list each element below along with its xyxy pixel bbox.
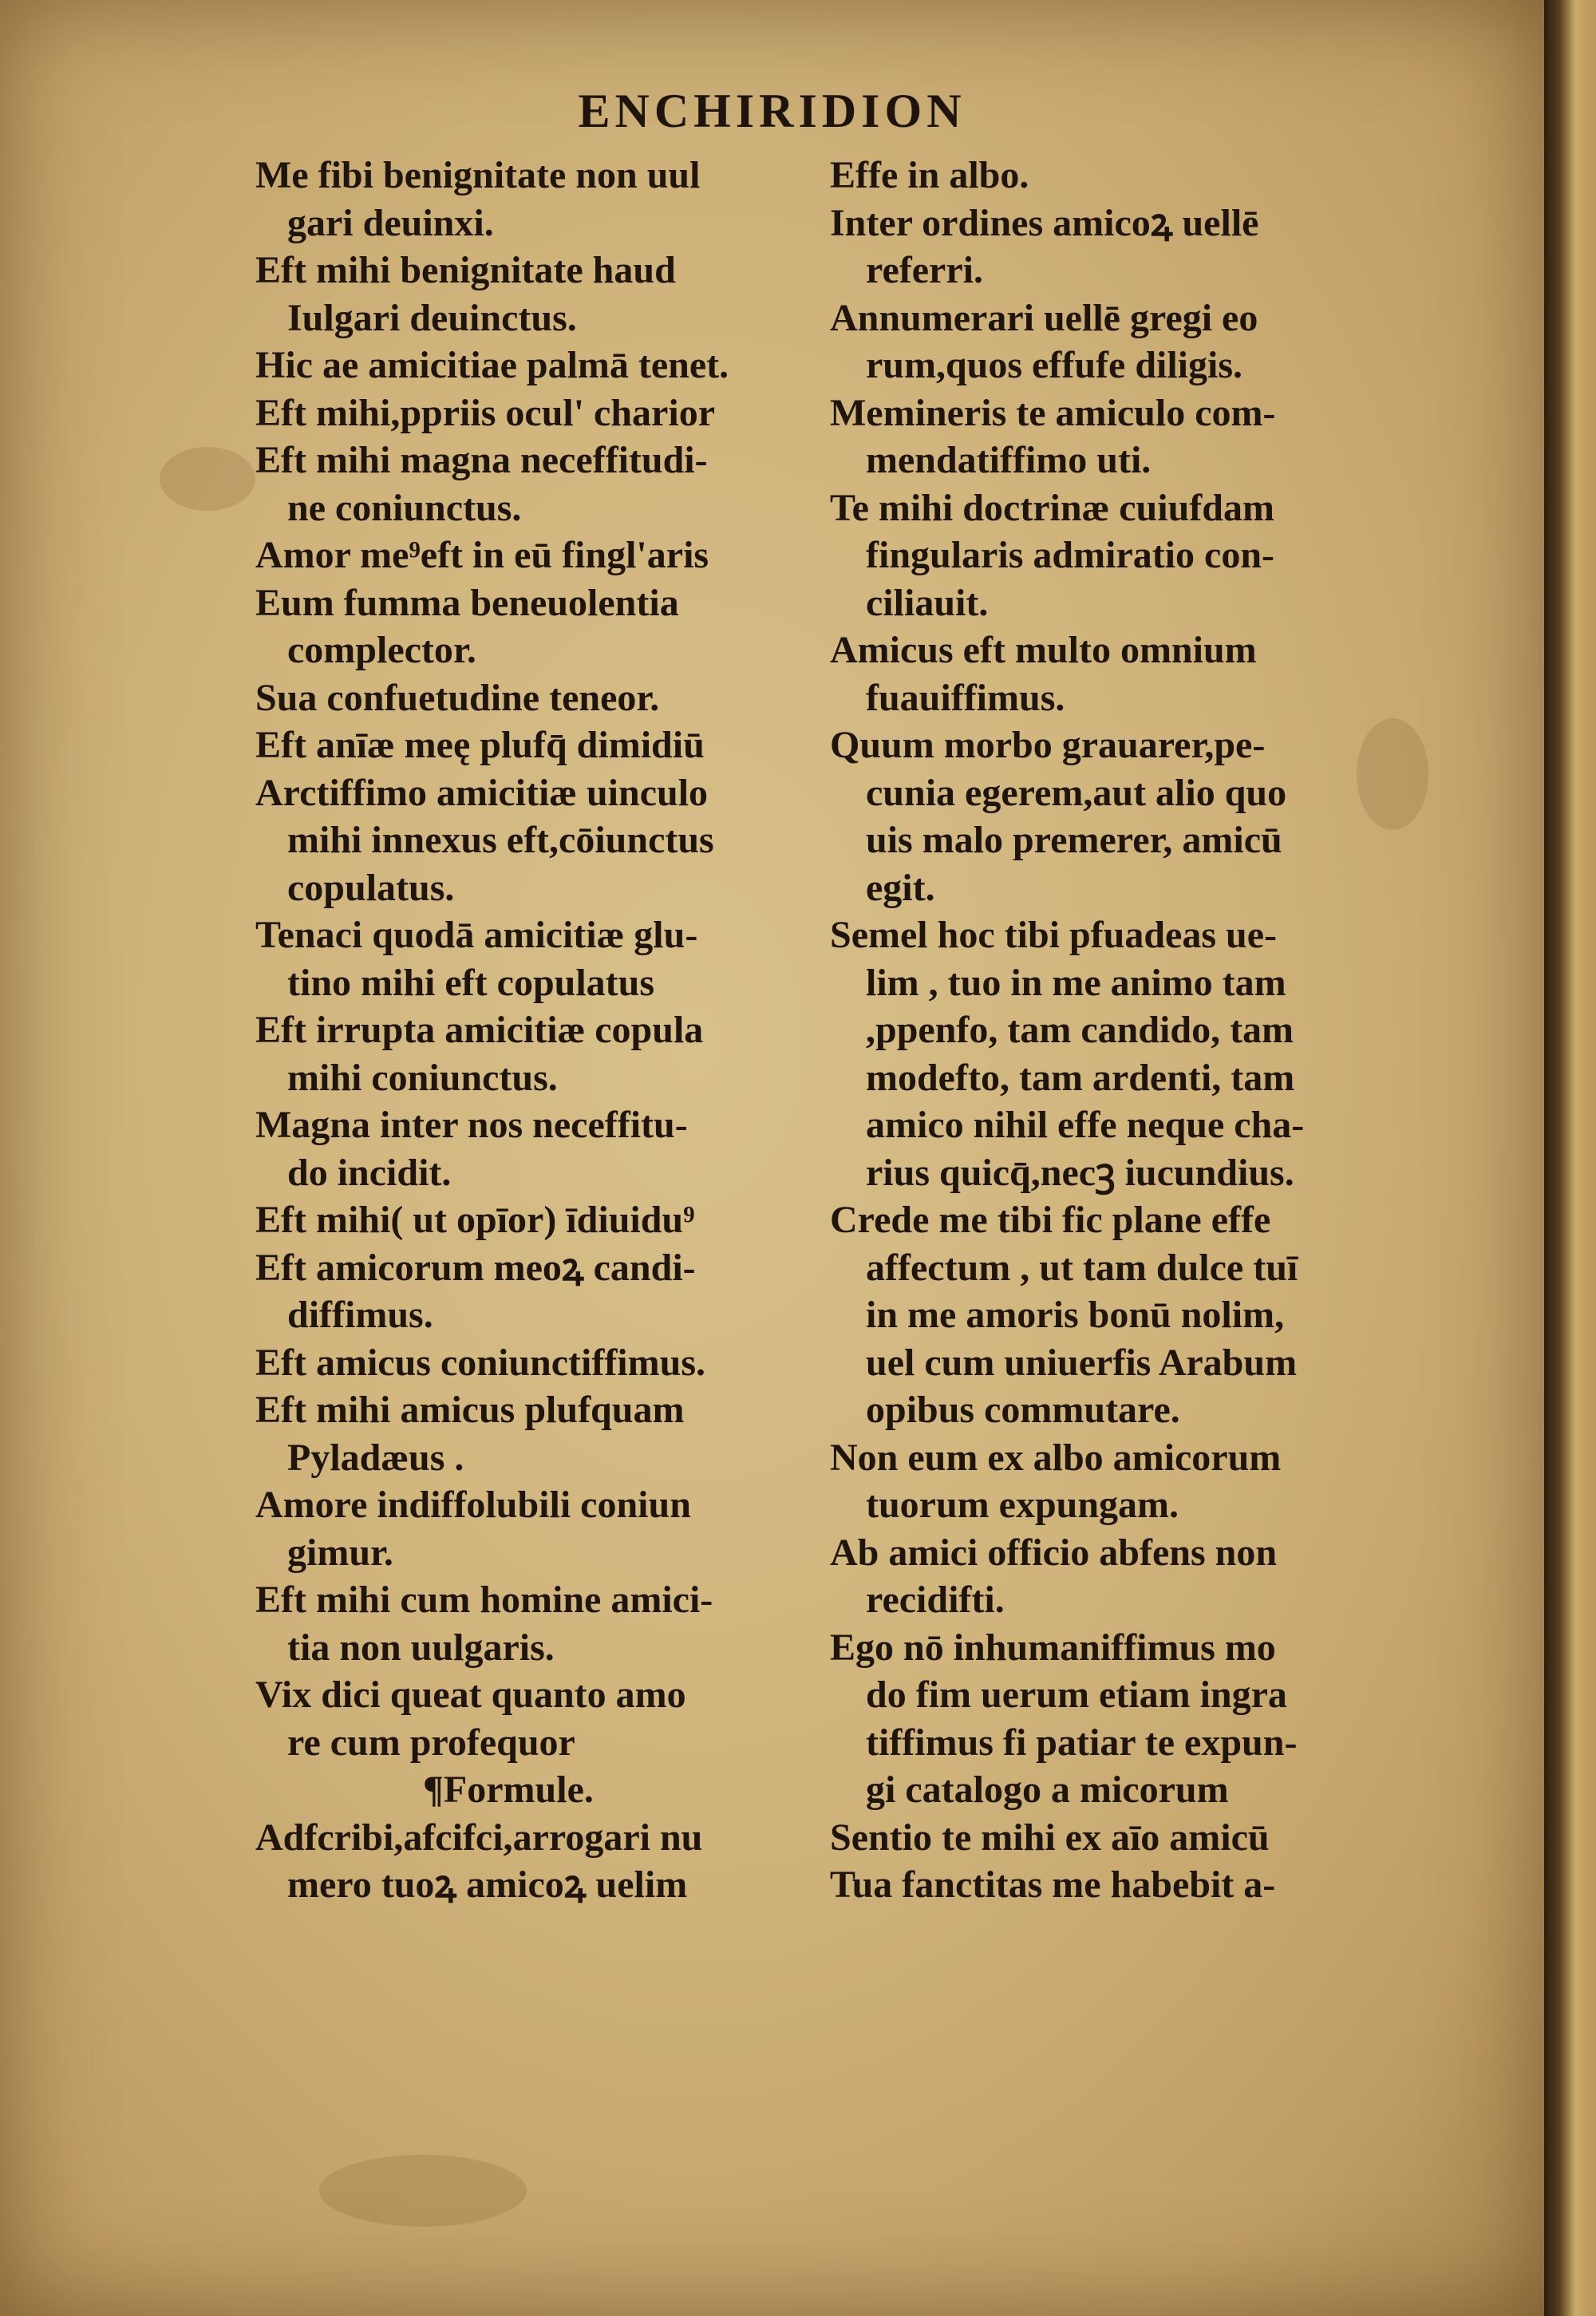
text-line: opibus commutare.	[866, 1389, 1180, 1431]
text-line: gi catalogo a micorum	[866, 1769, 1229, 1811]
text-line: Eft mihi,ppriis ocul' charior	[255, 391, 715, 434]
text-line: Inter ordines amicoꝝ uellē	[830, 201, 1259, 244]
text-line: Crede me tibi fic plane effe	[830, 1199, 1271, 1241]
text-line: mero tuoꝝ amicoꝝ uelim	[287, 1863, 688, 1906]
text-line: Eft amicorum meoꝝ candi-	[255, 1246, 696, 1289]
running-head: ENCHIRIDION	[578, 85, 966, 137]
text-line: do incidit.	[287, 1151, 452, 1194]
text-line: Eum fumma beneuolentia	[255, 581, 679, 624]
text-line: rius quicq̄,necꝫ iucundius.	[866, 1151, 1294, 1194]
text-line: Eft mihi amicus plufquam	[255, 1389, 685, 1431]
text-line: Semel hoc tibi pfuadeas ue-	[830, 914, 1278, 956]
text-line: diffimus.	[287, 1294, 433, 1336]
text-line: Eft mihi cum homine amici-	[255, 1579, 713, 1621]
left-column	[255, 152, 830, 1909]
text-line: re cum profequor	[287, 1721, 575, 1764]
text-line: tino mihi eft copulatus	[287, 961, 655, 1004]
text-line: copulatus.	[287, 866, 455, 909]
text-line: gimur.	[287, 1531, 393, 1574]
text-line: tia non uulgaris.	[287, 1626, 555, 1669]
text-line: cunia egerem,aut alio quo	[866, 771, 1287, 814]
text-line: recidifti.	[866, 1579, 1005, 1621]
text-line: do fim uerum etiam ingra	[866, 1674, 1287, 1716]
text-line: fuauiffimus.	[866, 676, 1065, 719]
paper-stain	[319, 2155, 527, 2227]
text-line: Eft mihi magna neceffitudi-	[255, 439, 708, 481]
right-column	[830, 152, 1420, 1909]
text-line: Non eum ex albo amicorum	[830, 1436, 1282, 1479]
text-line: modefto, tam ardenti, tam	[866, 1056, 1295, 1099]
text-line: Te mihi doctrinæ cuiufdam	[830, 486, 1274, 529]
text-line: Effe in albo.	[830, 154, 1029, 196]
text-line: complector.	[287, 629, 476, 671]
text-line: mendatiffimo uti.	[866, 439, 1152, 481]
text-line: Ego nō inhumaniffimus mo	[830, 1626, 1276, 1669]
text-line: Sua confuetudine teneor.	[255, 676, 660, 719]
text-line: uel cum uniuerfis Arabum	[866, 1341, 1298, 1384]
binding-edge	[1544, 0, 1596, 2316]
text-line: tuorum expungam.	[866, 1484, 1179, 1526]
text-line: uis malo premerer, amicū	[866, 819, 1282, 861]
text-line: lim , tuo in me animo tam	[866, 961, 1286, 1004]
text-line: amico nihil effe neque cha-	[866, 1104, 1305, 1146]
text-line: ,ppenfo, tam candido, tam	[866, 1009, 1294, 1051]
text-line: mihi innexus eft,cōiunctus	[287, 819, 714, 861]
text-line: fingularis admiratio con-	[866, 534, 1274, 576]
text-line: Tenaci quodā amicitiæ glu-	[255, 914, 698, 956]
text-line: Pyladæus .	[287, 1436, 464, 1479]
text-line: rum,quos effufe diligis.	[866, 344, 1243, 386]
section-heading: ¶Formule.	[423, 1769, 594, 1811]
text-line: Sentio te mihi ex aīo amicū	[830, 1816, 1270, 1859]
text-line: Magna inter nos neceffitu-	[255, 1104, 688, 1146]
text-line: Hic ae amicitiae palmā tenet.	[255, 344, 729, 386]
text-line: Vix dici queat quanto amo	[255, 1674, 686, 1716]
text-line: ciliauit.	[866, 581, 989, 624]
text-line: Amor me⁹eft in eū fingl'aris	[255, 534, 709, 576]
text-line: referri.	[866, 249, 983, 291]
text-line: affectum , ut tam dulce tuī	[866, 1246, 1298, 1289]
text-line: Eft anīæ meę plufq̄ dimidiū	[255, 724, 705, 766]
paper-stain	[160, 447, 255, 511]
text-line: Eft irrupta amicitiæ copula	[255, 1009, 704, 1051]
text-line: Tua fanctitas me habebit a-	[830, 1863, 1276, 1906]
text-line: mihi coniunctus.	[287, 1056, 558, 1099]
text-line: ne coniunctus.	[287, 486, 522, 529]
text-line: Iulgari deuinctus.	[287, 296, 577, 339]
text-line: tiffimus fi patiar te expun-	[866, 1721, 1298, 1764]
text-line: Amore indiffolubili coniun	[255, 1484, 691, 1526]
text-line: Adfcribi,afcifci,arrogari nu	[255, 1816, 703, 1859]
text-line: egit.	[866, 866, 935, 909]
text-line: Eft amicus coniunctiffimus.	[255, 1341, 705, 1384]
text-line: Annumerari uellē gregi eo	[830, 296, 1258, 339]
text-line: Ab amici officio abfens non	[830, 1531, 1278, 1574]
text-line: Quum morbo grauarer,pe-	[830, 724, 1266, 766]
text-line: Arctiffimo amicitiæ uinculo	[255, 771, 709, 814]
text-line: Eft mihi( ut opīor) īdiuidu⁹	[255, 1199, 695, 1241]
text-line: Eft mihi benignitate haud	[255, 249, 676, 291]
text-line: gari deuinxi.	[287, 201, 494, 244]
text-line: Memineris te amiculo com-	[830, 391, 1276, 434]
text-line: Me fibi benignitate non uul	[255, 154, 701, 196]
text-line: Amicus eft multo omnium	[830, 629, 1257, 671]
text-line: in me amoris bonū nolim,	[866, 1294, 1285, 1336]
